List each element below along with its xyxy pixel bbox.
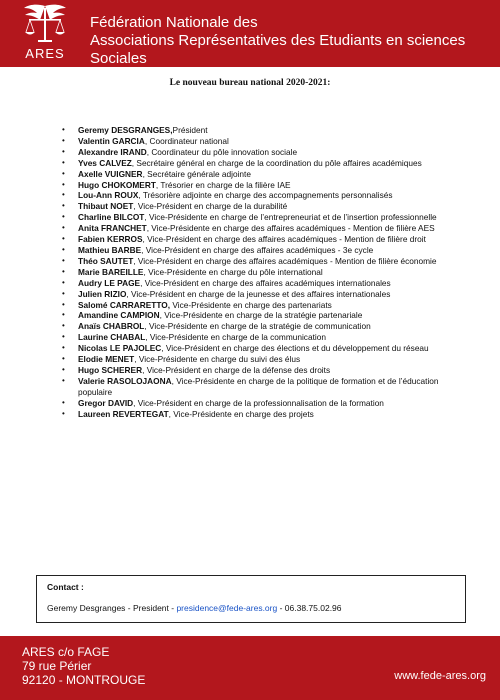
header-banner [0,0,500,67]
member-item [60,201,458,212]
bullet-icon: • [62,332,65,342]
member-role: , Vice-Présidente en charge des affaires académiques - Mention de filière AES [146,223,435,234]
member-name: Laureen REVERTEGAT [78,408,169,419]
member-item [60,212,458,223]
bullet-icon: • [62,310,65,320]
member-role: , Vice-Président en charge des affaires académiques internationales [140,277,391,288]
member-role: , Vice-Président en charge des affaires académiques - 3e cycle [141,244,374,255]
member-name: Nicolas LE PAJOLEC [78,343,162,354]
contact-person: Geremy Desgranges - President - [47,603,177,613]
member-role: , Trésorier en charge de la filière IAE [155,179,291,190]
bullet-icon: • [62,146,65,156]
member-item [60,169,458,180]
member-role: , Secrétaire général en charge de la coordination du pôle affaires académiques [131,157,422,168]
footer-banner [0,636,500,700]
member-role: , Coordinateur national [144,135,229,146]
organization-name-line2: Associations Représentatives des Etudiants en sciences Sociales [90,32,466,67]
member-name: Valentin GARCIA [78,135,145,146]
member-name: Axelle VUIGNER [78,168,143,179]
organization-name [90,14,500,68]
members-list [60,125,458,419]
member-name: Mathieu BARBE [78,244,142,255]
member-name: Thibaut NOET [78,201,134,212]
member-role: , Vice-Président en charge des affaires académiques - Mention de filière économie [133,255,437,266]
member-role: , Coordinateur du pôle innovation sociale [146,146,298,157]
footer-website-link[interactable]: www.fede-ares.org [394,670,486,682]
bullet-icon: • [62,266,65,276]
member-role: Président [172,125,208,135]
member-item [60,223,458,234]
bullet-icon: • [62,255,65,265]
contact-email-link[interactable]: presidence@fede-ares.org [176,603,278,613]
member-name: Théo SAUTET [78,255,134,266]
member-item [60,234,458,245]
bullet-icon: • [62,397,65,407]
member-item [60,354,458,365]
address-line1: ARES c/o FAGE [22,645,110,659]
member-item [60,398,458,409]
member-item [60,278,458,289]
bullet-icon: • [62,212,65,222]
member-role: , Vice-Président en charge de la durabilité [133,201,288,212]
member-role: , Vice-Présidente en charge de la stratégie partenariale [159,310,363,321]
footer-address [22,645,145,687]
member-item [60,409,458,420]
bullet-icon: • [62,201,65,211]
member-item [60,310,458,321]
member-name: Elodie MENET [78,354,135,365]
bullet-icon: • [62,135,65,145]
bullet-icon: • [62,190,65,200]
bullet-icon: • [62,234,65,244]
member-name: Hugo CHOKOMERT [78,179,156,190]
member-name: Charline BILCOT [78,212,145,223]
member-name: Amandine CAMPION [78,310,160,321]
member-name: Laurine CHABAL [78,332,146,343]
member-item [60,267,458,278]
member-item [60,321,458,332]
member-item [60,136,458,147]
address-line3: 92120 - MONTROUGE [22,673,146,687]
member-role: , Vice-Président en charge de la professionnalisation de la formation [133,397,384,408]
member-role: , Vice-Présidente en charge du pôle international [143,266,323,277]
member-name: Alexandre IRAND [78,146,147,157]
member-role: , Vice-Présidente en charge de la stratégie de communication [144,321,371,332]
address-line2: 79 rue Périer [22,659,92,673]
bullet-icon: • [62,277,65,287]
bullet-icon: • [62,125,65,134]
bullet-icon: • [62,354,65,364]
member-name: Fabien KERROS [78,234,143,245]
scales-of-justice-icon [20,2,70,46]
member-role: , Vice-Présidente en charge des projets [168,408,314,419]
bullet-icon: • [62,321,65,331]
bullet-icon: • [62,288,65,298]
member-item [60,289,458,300]
bullet-icon: • [62,299,65,309]
member-item [60,300,458,311]
member-item [60,256,458,267]
member-item [60,147,458,158]
member-name: Valerie RASOLOJAONA [78,375,172,386]
member-role: Vice-Présidente en charge des partenariats [170,299,332,310]
logo-text: ARES [25,46,65,61]
bullet-icon: • [62,375,65,385]
member-role: , Vice-Président en charge de la jeunesse et des affaires internationales [126,288,391,299]
member-name: Anaïs CHABROL [78,321,145,332]
member-item [60,125,458,136]
bullet-icon: • [62,179,65,189]
member-item [60,376,458,398]
member-role: , Vice-Président en charge des affaires académiques - Mention de filière droit [142,234,426,245]
document-title: Le nouveau bureau national 2020-2021: [169,78,331,88]
bullet-icon: • [62,157,65,167]
member-name: Salomé CARRARETTO, [78,299,171,310]
member-item [60,245,458,256]
bullet-icon: • [62,223,65,233]
member-item [60,343,458,354]
member-name: Hugo SCHERER [78,364,143,375]
bullet-icon: • [62,408,65,418]
ares-logo [14,0,76,67]
member-item [60,332,458,343]
member-role: , Vice-Présidente en charge de la communication [145,332,326,343]
member-name: Audry LE PAGE [78,277,141,288]
contact-phone: - 06.38.75.02.96 [277,603,342,613]
member-item [60,180,458,191]
member-name: Lou-Ann ROUX [78,190,139,201]
member-name: Anita FRANCHET [78,223,147,234]
bullet-icon: • [62,343,65,353]
contact-line [47,603,342,613]
member-name: Julien RIZIO [78,288,127,299]
member-item [60,190,458,201]
member-name: Gregor DAVID [78,397,134,408]
organization-name-line1: Fédération Nationale des [90,14,258,31]
member-role: , Trésorière adjointe en charge des accompagnements personnalisés [138,190,393,201]
member-role: , Vice-Présidente en charge du suivi des élus [134,354,301,365]
member-name: Yves CALVEZ [78,157,132,168]
member-name: Marie BAREILLE [78,266,144,277]
bullet-icon: • [62,364,65,374]
member-role: , Secrétaire générale adjointe [142,168,251,179]
member-role: , Vice-Présidente en charge de la politique de formation et de l’éducation populaire [78,375,439,397]
contact-box [36,575,466,623]
member-name: Geremy DESGRANGES, [78,125,173,135]
member-role: , Vice-Président en charge de la défense des droits [142,364,331,375]
bullet-icon: • [62,244,65,254]
member-role: , Vice-Président en charge des élections et du développement du réseau [161,343,429,354]
member-item [60,158,458,169]
member-role: , Vice-Présidente en charge de l’entrepreneuriat et de l’insertion professionnelle [144,212,437,223]
member-item [60,365,458,376]
contact-title: Contact : [47,582,84,592]
bullet-icon: • [62,168,65,178]
